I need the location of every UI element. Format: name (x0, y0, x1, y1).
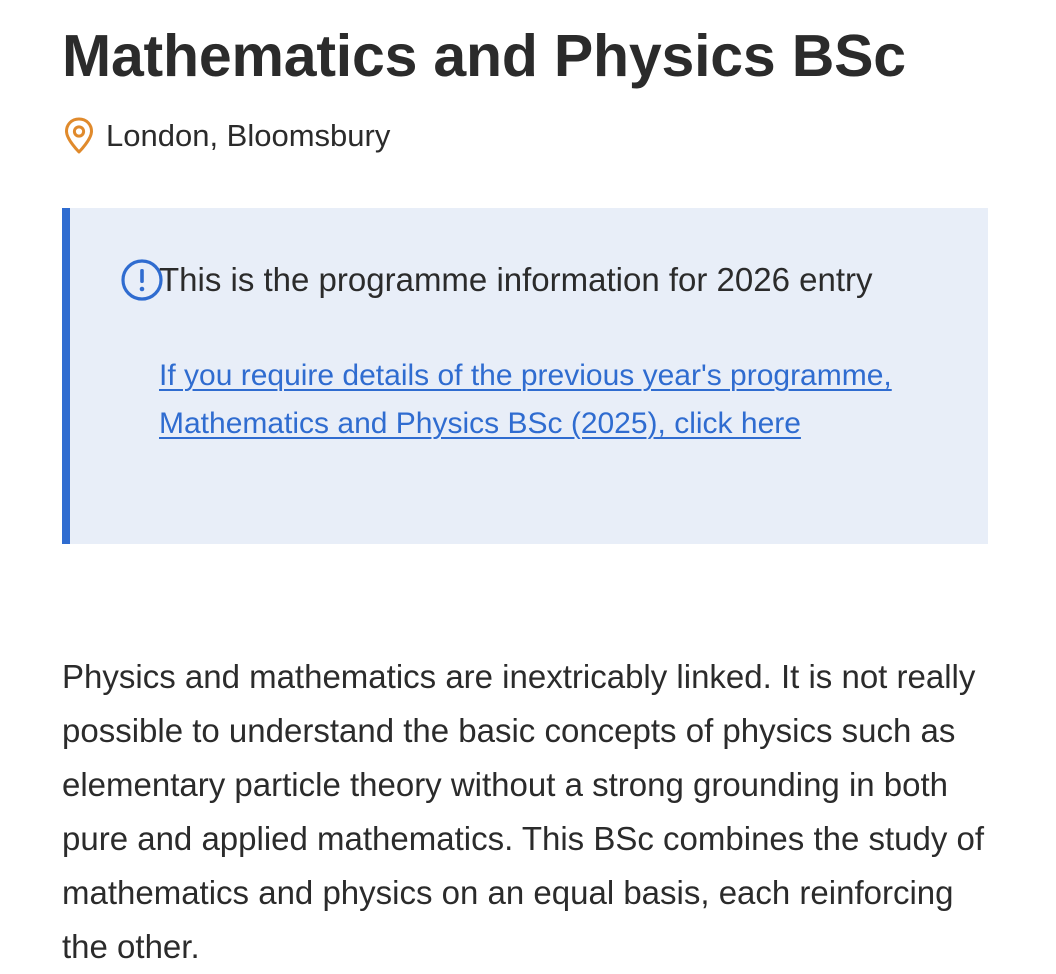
location-text: London, Bloomsbury (106, 118, 391, 153)
notice-message: This is the programme information for 2026 entry (159, 261, 873, 298)
page-title: Mathematics and Physics BSc (62, 23, 906, 89)
entry-year-notice (62, 208, 988, 544)
previous-year-programme-link[interactable]: If you require details of the previous year's programme, Mathematics and Physics BSc (2025), click here (159, 359, 892, 440)
notice-link-wrapper (159, 352, 899, 448)
programme-description: Physics and mathematics are inextricably linked. It is not really possible to understand the basic concepts of physics such as elementary particle theory without a strong grounding in both pure and applied mathematics. This BSc combines the study of mathematics and physics on an equal basis, each reinforcing the other. (62, 658, 985, 965)
location-pin-icon (62, 116, 96, 156)
info-circle-icon (120, 258, 164, 302)
location (62, 116, 390, 156)
